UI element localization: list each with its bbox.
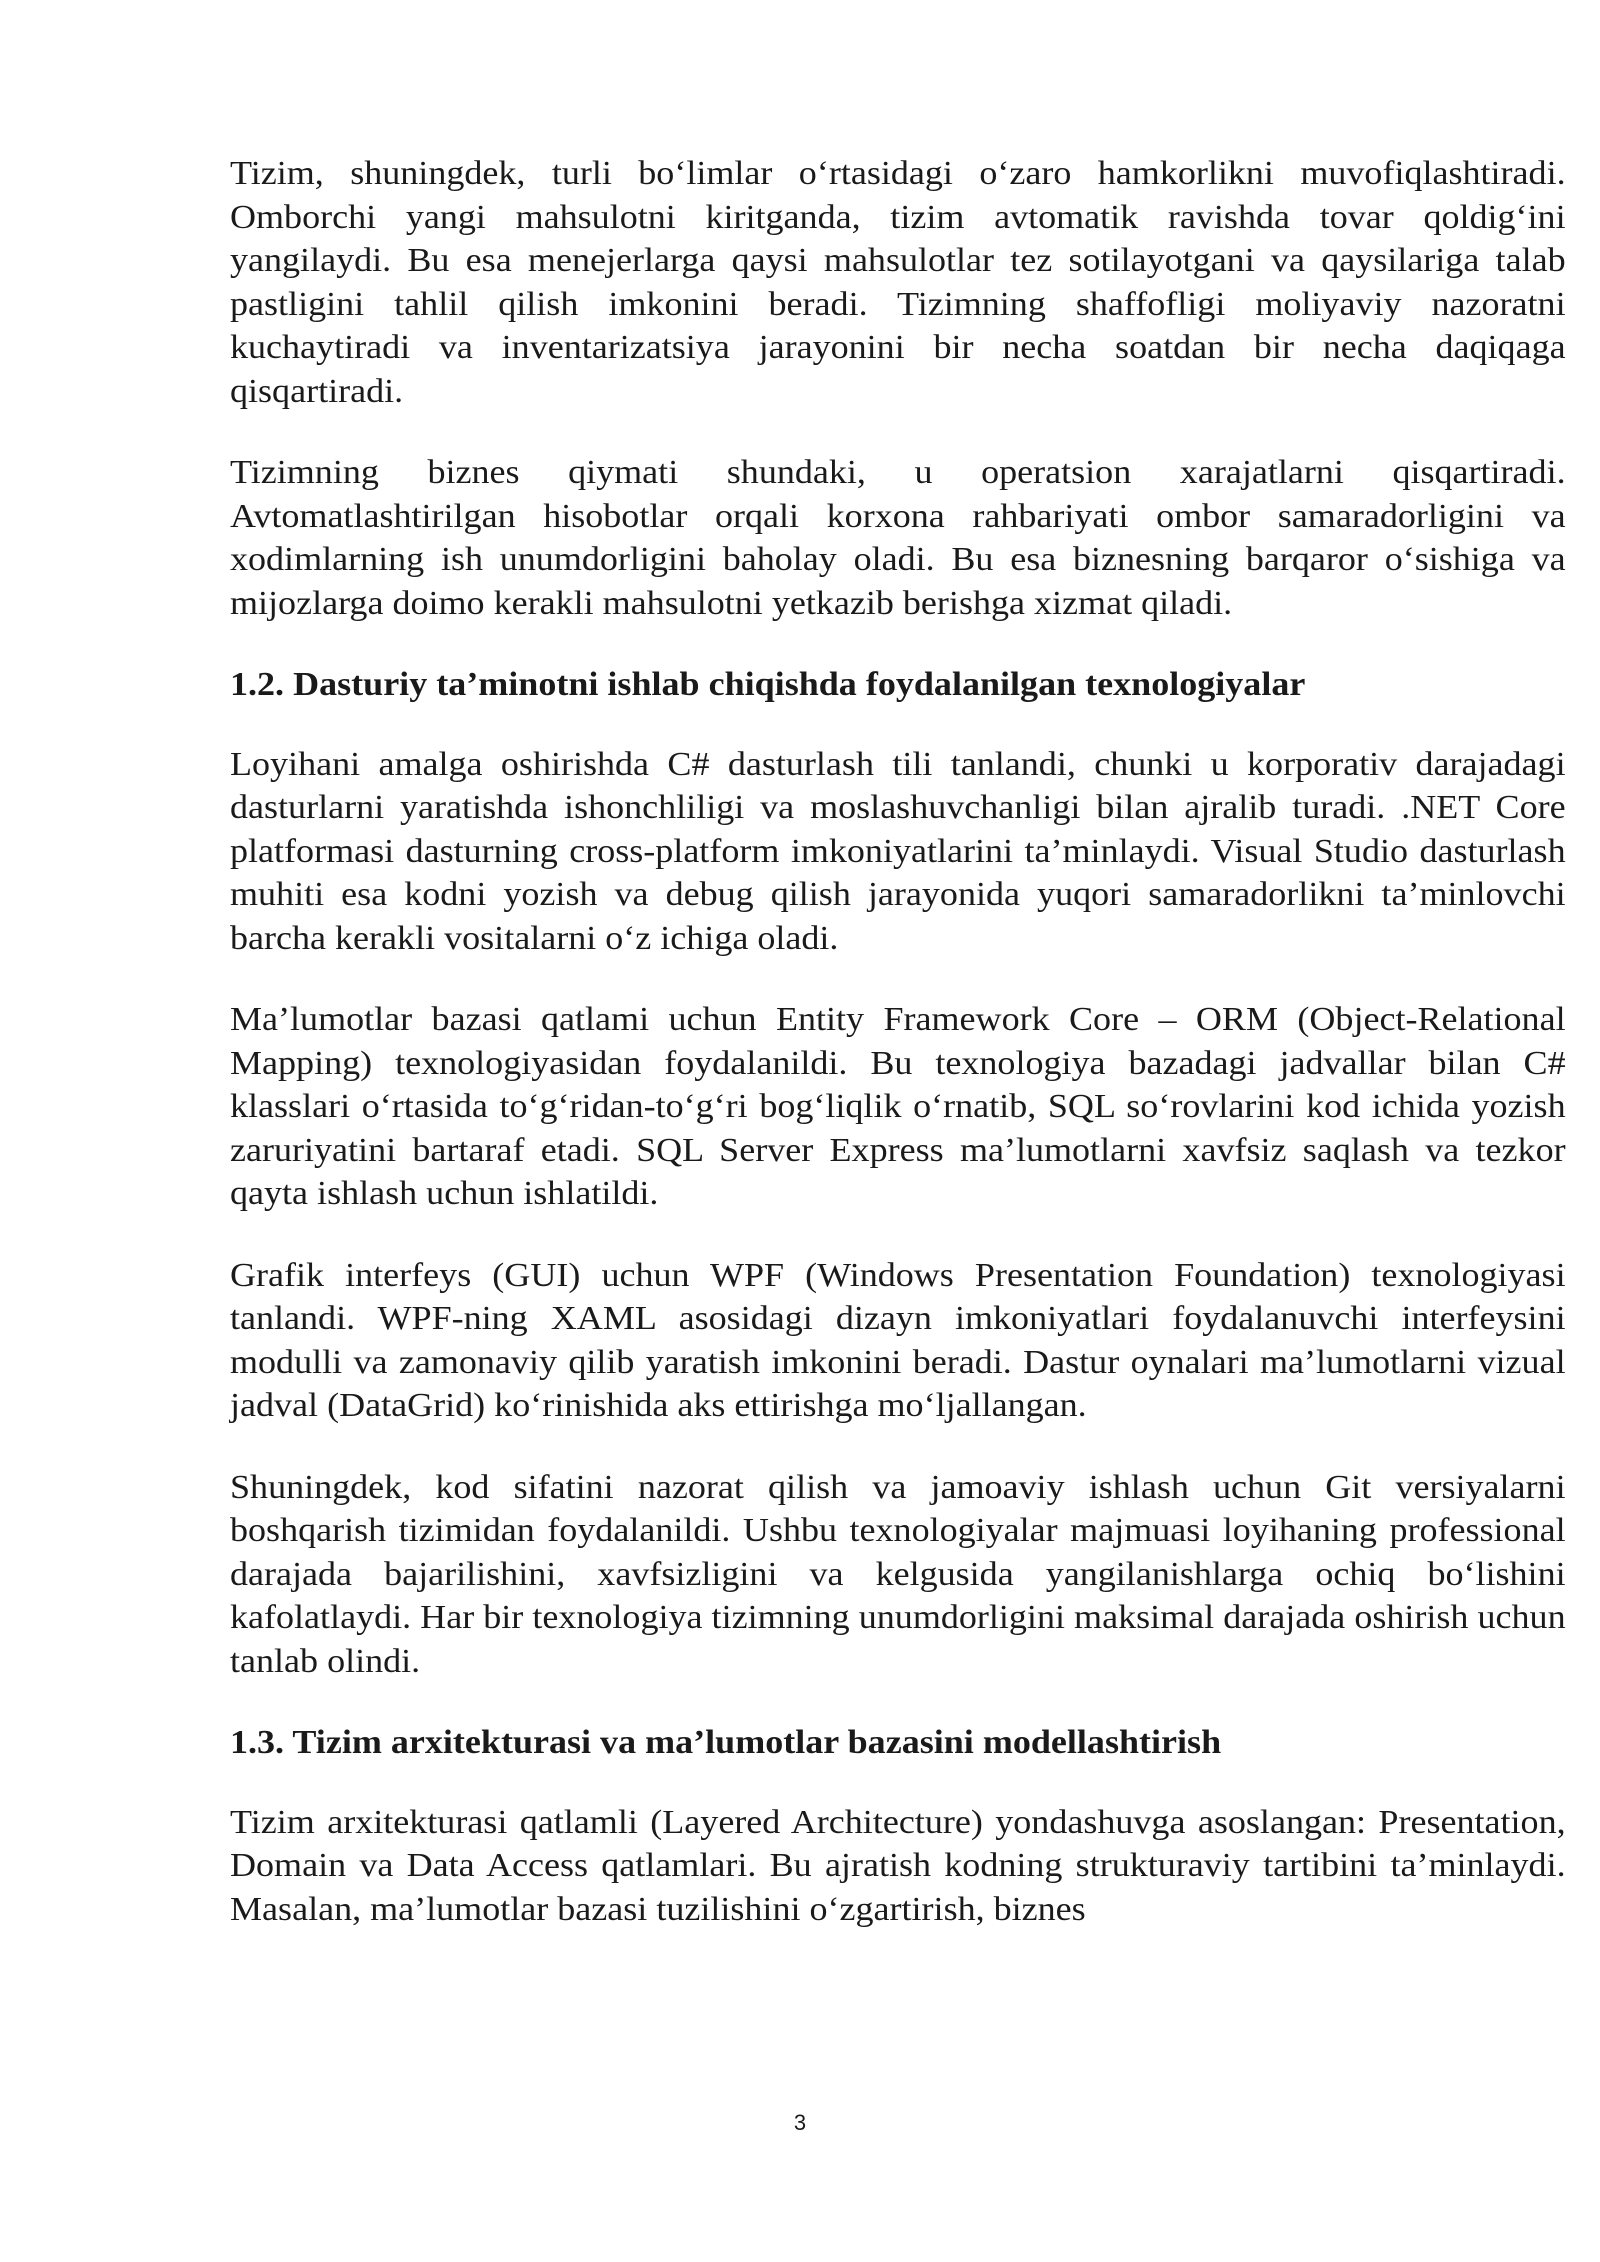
page-content	[230, 152, 1566, 1931]
section-heading-1-2: 1.2. Dasturiy ta’minotni ishlab chiqishda foydalanilgan texnologiyalar	[230, 666, 1306, 703]
paragraph-departments-coordination: Tizim, shuningdek, turli bo‘limlar o‘rtasidagi o‘zaro hamkorlikni muvofiqlashtiradi. Omborchi yangi mahsulotni kiritganda, tizim avtomatik ravishda tovar qoldig‘ini yangilaydi. Bu esa menejerlarga qaysi mahsulotlar tez sotilayotgani va qaysilariga talab pastligini tahlil qilish imkonini beradi. Tizimning shaffofligi moliyaviy nazoratni kuchaytiradi va inventarizatsiya jarayonini bir necha soatdan bir necha daqiqaga qisqartiradi.	[230, 155, 1566, 410]
paragraph-layered-architecture: Tizim arxitekturasi qatlamli (Layered Architecture) yondashuvga asoslangan: Presentation, Domain va Data Access qatlamlari. Bu ajratish kodning strukturaviy tartibini ta’minlaydi. Masalan, ma’lumotlar bazasi tuzilishini o‘zgartirish, biznes	[230, 1803, 1566, 1928]
paragraph-business-value: Tizimning biznes qiymati shundaki, u operatsion xarajatlarni qisqartiradi. Avtomatlashtirilgan hisobotlar orqali korxona rahbariyati ombor samaradorligini va xodimlarning ish unumdorligini baholay oladi. Bu esa biznesning barqaror o‘sishiga va mijozlarga doimo kerakli mahsulotni yetkazib berishga xizmat qiladi.	[230, 454, 1566, 622]
paragraph-entity-framework: Ma’lumotlar bazasi qatlami uchun Entity Framework Core – ORM (Object-Relational Mapping) texnologiyasidan foydalanildi. Bu texnologiya bazadagi jadvallar bilan C# klasslari o‘rtasida to‘g‘ridan-to‘g‘ri bog‘liqlik o‘rnatib, SQL so‘rovlarini kod ichida yozish zaruriyatini bartaraf etadi. SQL Server Express ma’lumotlarni xavfsiz saqlash va tezkor qayta ishlash uchun ishlatildi.	[230, 1001, 1566, 1212]
section-heading-1-3: 1.3. Tizim arxitekturasi va ma’lumotlar bazasini modellashtirish	[230, 1724, 1222, 1761]
page-number: 3	[793, 2110, 807, 2135]
paragraph-git-version-control: Shuningdek, kod sifatini nazorat qilish va jamoaviy ishlash uchun Git versiyalarni boshqarish tizimidan foydalanildi. Ushbu texnologiyalar majmuasi loyihaning professional darajada bajarilishini, xavfsizligini va kelgusida yangilanishlarga ochiq bo‘lishini kafolatlaydi. Har bir texnologiya tizimning unumdorligini maksimal darajada oshirish uchun tanlab olindi.	[230, 1468, 1566, 1680]
paragraph-csharp-dotnet: Loyihani amalga oshirishda C# dasturlash tili tanlandi, chunki u korporativ darajadagi dasturlarni yaratishda ishonchliligi va moslashuvchanligi bilan ajralib turadi. .NET Core platformasi dasturning cross-platform imkoniyatlarini ta’minlaydi. Visual Studio dasturlash muhiti esa kodni yozish va debug qilish jarayonida yuqori samaradorlikni ta’minlovchi barcha kerakli vositalarni o‘z ichiga oladi.	[230, 745, 1566, 957]
paragraph-wpf-gui: Grafik interfeys (GUI) uchun WPF (Windows Presentation Foundation) texnologiyasi tanlandi. WPF-ning XAML asosidagi dizayn imkoniyatlari foydalanuvchi interfeysini modulli va zamonaviy qilib yaratish imkonini beradi. Dastur oynalari ma’lumotlarni vizual jadval (DataGrid) ko‘rinishida aks ettirishga mo‘ljallangan.	[230, 1256, 1566, 1424]
